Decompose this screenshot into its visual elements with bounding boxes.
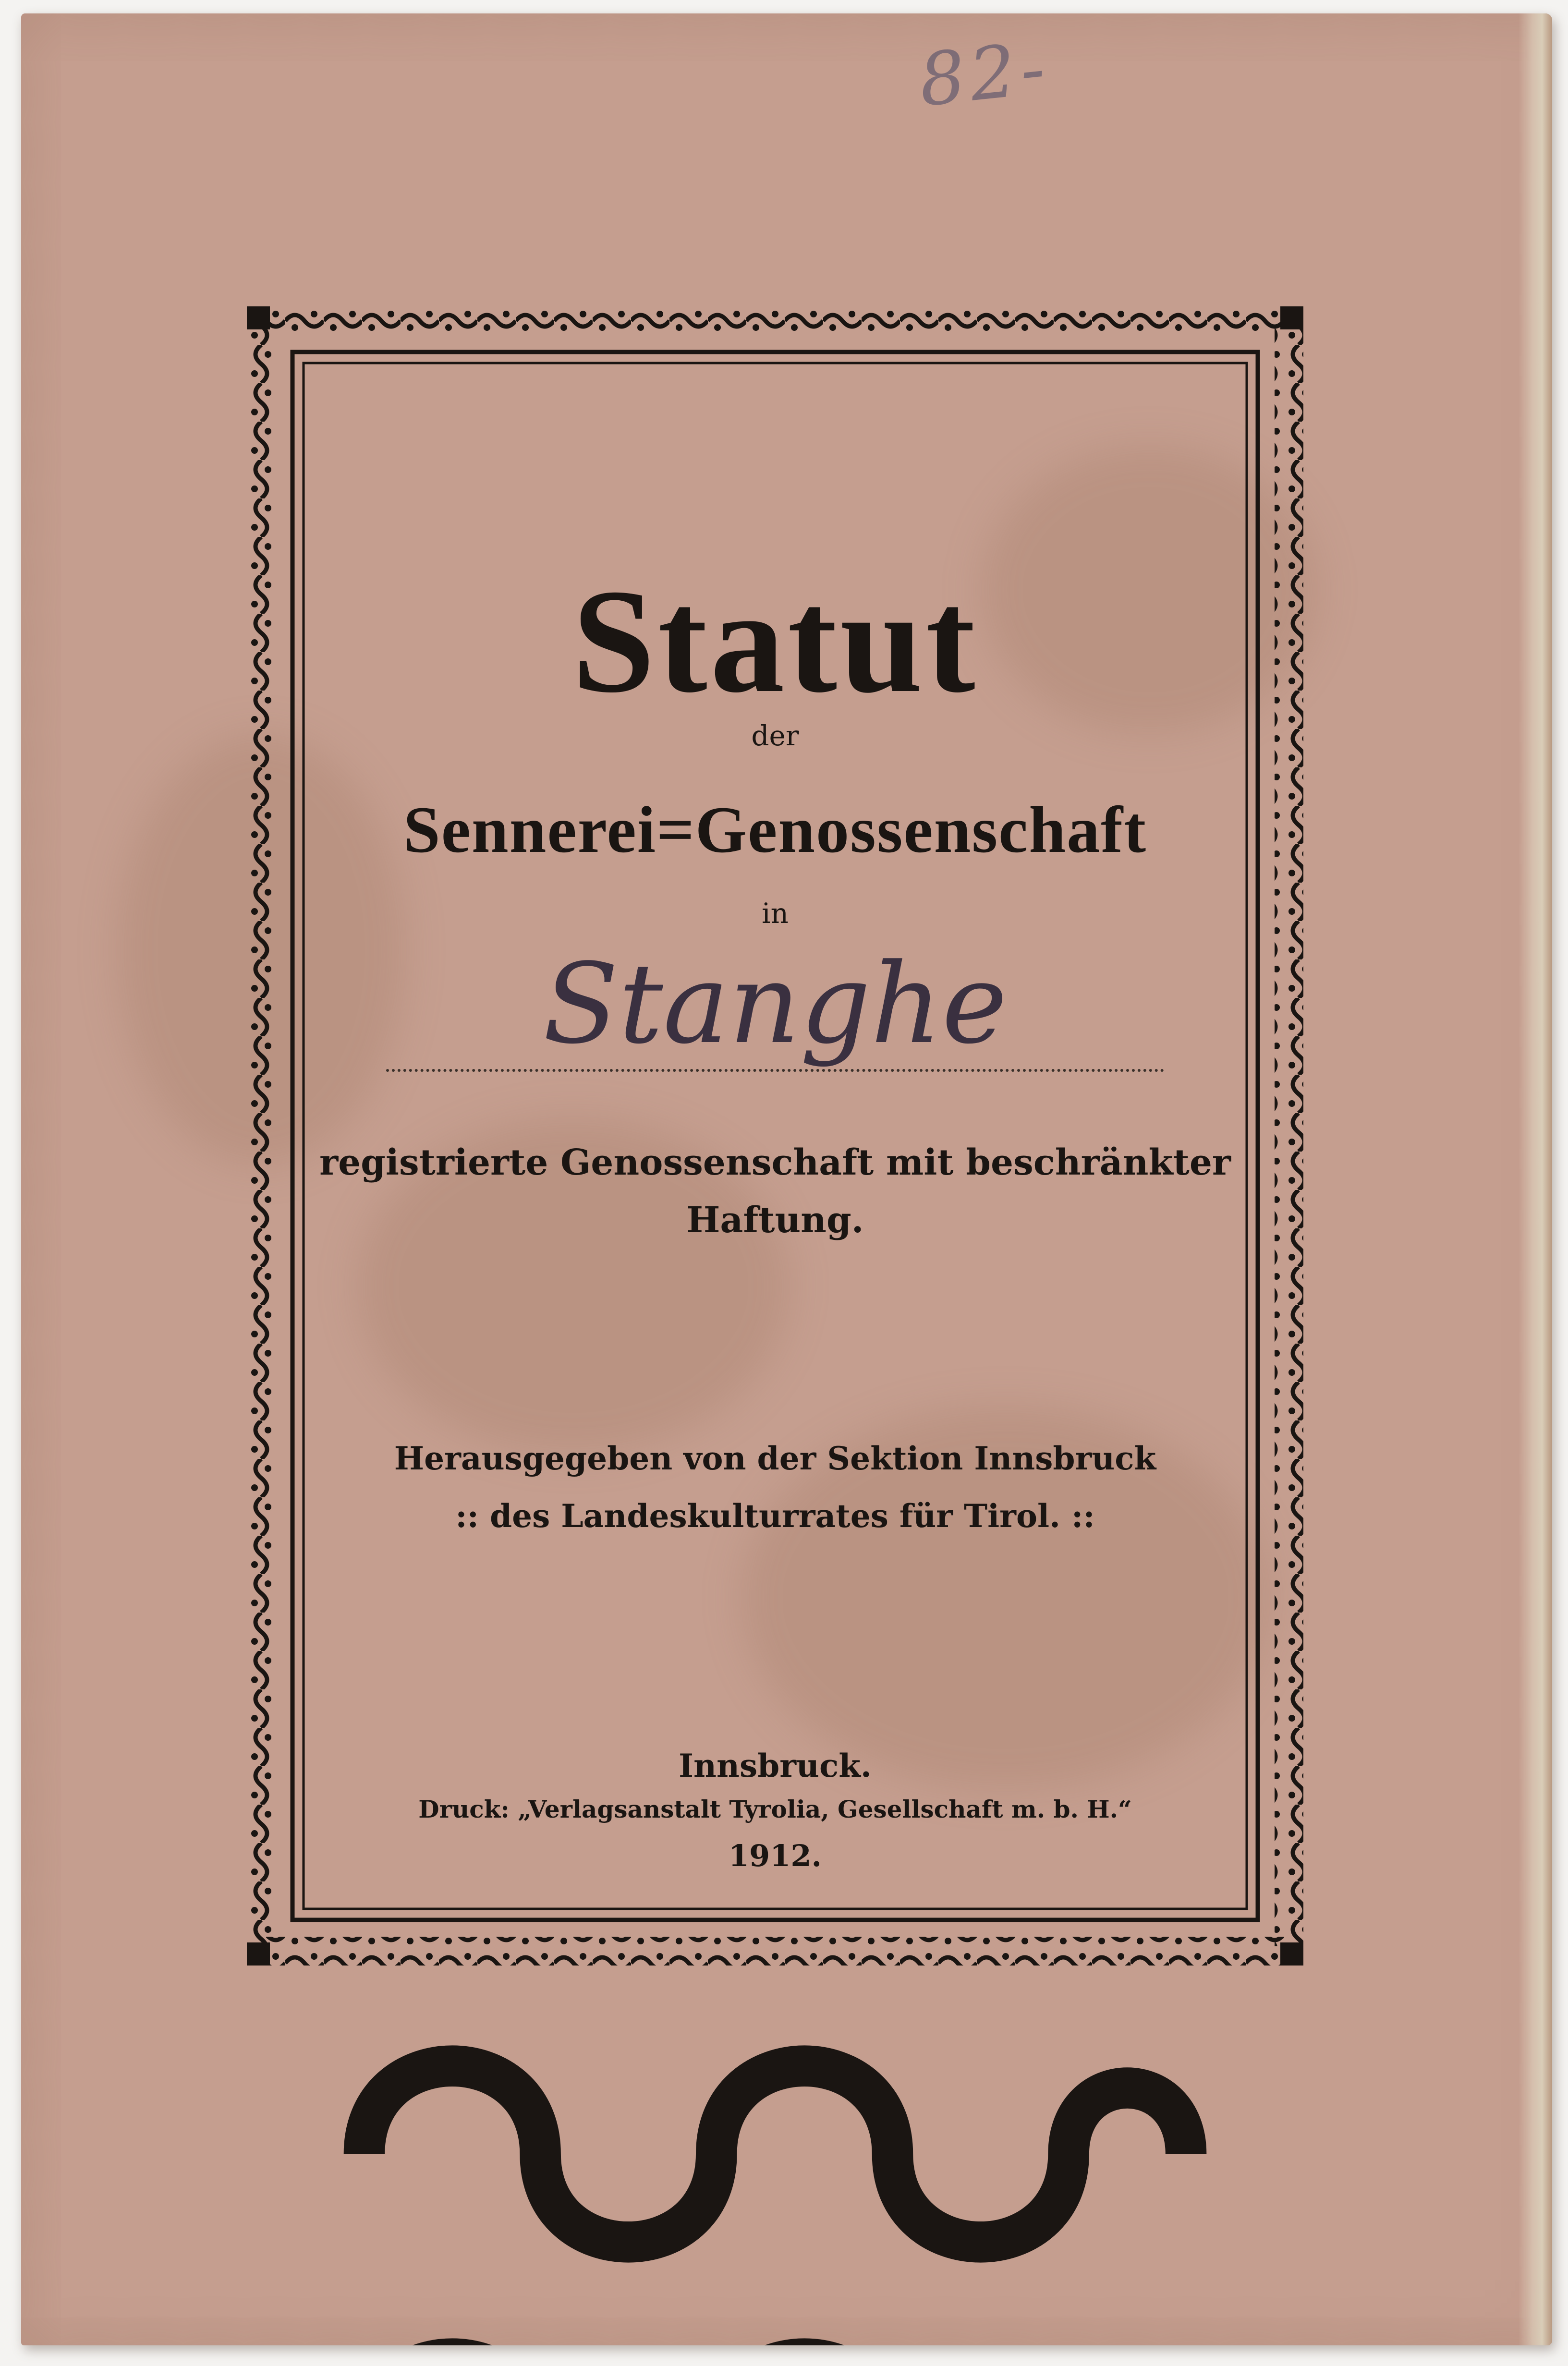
imprint-printer: Druck: „Verlagsanstalt Tyrolia, Gesellschaft m. b. H.“: [418, 1795, 1132, 1823]
registration-line-1: registrierte Genossenschaft mit beschränkter: [319, 1142, 1231, 1183]
publisher-line-2: :: des Landeskulturrates für Tirol. ::: [455, 1497, 1095, 1535]
imprint-year: 1912.: [728, 1838, 822, 1873]
imprint-city: Innsbruck.: [679, 1747, 872, 1784]
publisher-line-1: Herausgegeben von der Sektion Innsbruck: [394, 1440, 1156, 1477]
handwritten-place-name: Stanghe: [543, 940, 1008, 1068]
ornament-divider-icon: [247, 1617, 1303, 2345]
page-edge: [1519, 13, 1552, 2345]
registration-line-2: Haftung.: [686, 1200, 864, 1241]
pencil-annotation: 82-: [915, 26, 1054, 123]
document-title: Statut: [572, 559, 978, 724]
article-der: der: [751, 719, 799, 752]
dotted-fill-line: [386, 1069, 1164, 1072]
organization-name: Sennerei=Genossenschaft: [403, 793, 1147, 866]
ornamental-frame: [247, 306, 1303, 1966]
booklet-cover: [21, 13, 1552, 2345]
preposition-in: in: [762, 897, 789, 930]
